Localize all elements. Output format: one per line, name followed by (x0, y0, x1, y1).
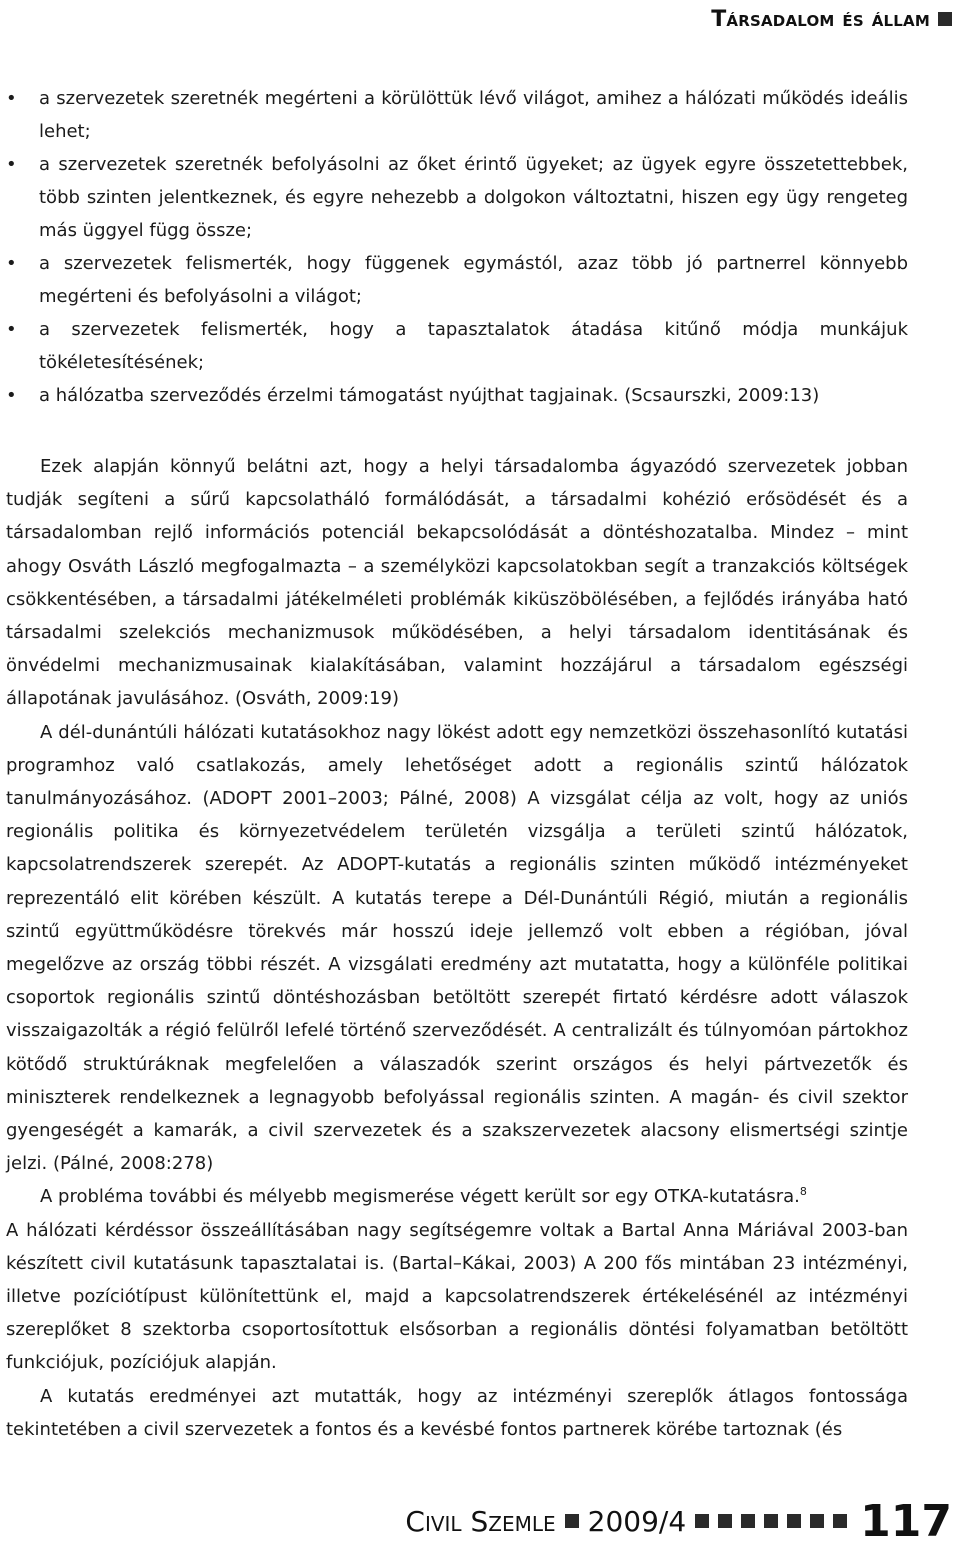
paragraph: A dél-dunántúli hálózati kutatásokhoz nagy lökést adott egy nemzetközi összehasonlító kutatási programhoz való csatlakozás, amely lehetőséget adott a regionális szintű hálózatok tanulmányozásához. (ADOPT 2001–2003; Pálné, 2008) A vizsgálat célja az volt, hogy az uniós regionális politika és környezetvédelem területén vizsgálja a területi szintű hálózatok, kapcsolatrendszerek szerepét. Az ADOPT-kutatás a regionális szinten működő intézményeket reprezentáló elit körében készült. A kutatás terepe a Dél-Dunántúli Régió, miután a regionális szintű együttműködésre törekvés már hosszú ideje jellemző volt ebben a régióban, jóval megelőzve az ország többi részét. A vizsgálati eredmény azt mutatatta, hogy a különféle politikai csoportok regionális szintű döntéshozásban betöltött szerepét firtató kérdésre adott válaszok visszaigazolták a régió felülről lefelé történő szerveződését. A centralizált és túlnyomóan pártokhoz kötődő struktúráknak megfelelően a válaszadók szerint országos és helyi pártvezetők és miniszterek rendelkeznek a legnagyobb befolyással regionális szinten. A magán- és civil szektor gyengeségét a kamarák, a civil szervezetek és a szakszervezetek alacsony elismertségi szintje jelzi. (Pálné, 2008:278) (6, 721, 908, 1175)
footnote-marker: 8 (799, 1185, 807, 1199)
paragraph (6, 1180, 908, 1213)
journal-name: Civil Szemle (405, 1504, 556, 1538)
square-bullet-icon (938, 12, 952, 26)
paragraph: A hálózati kérdéssor összeállításában nagy segítségemre voltak a Bartal Anna Máriával 2003-ban készített civil kutatásunk tapasztalatai is. (Bartal–Kákai, 2003) A 200 fős mintában 23 intézményi, illetve pozíciótípust különítettünk el, majd a kapcsolatrendszerek értékelésénél az intézményi szereplőket 8 szektorba csoportosítottuk elsősorban a regionális döntési folyamatban betöltött funkciójuk, pozíciójuk alapján. (6, 1219, 908, 1374)
square-bullet-icon (718, 1514, 732, 1528)
page-number: 117 (860, 1495, 952, 1547)
running-header (711, 4, 952, 34)
page-footer (400, 1495, 952, 1547)
square-bullet-icon (741, 1514, 755, 1528)
paragraph-text: A probléma további és mélyebb megismerése végett került sor egy OTKA-kutatásra. (40, 1186, 800, 1208)
paragraph: A kutatás eredményei azt mutatták, hogy az intézményi szereplők átlagos fontossága tekintetében a civil szervezetek a fontos és a kevésbé fontos partnerek körébe tartoznak (és (6, 1385, 908, 1440)
square-bullet-icon (810, 1514, 824, 1528)
square-bullet-icon (787, 1514, 801, 1528)
issue-number: 2009/4 (587, 1504, 687, 1538)
square-bullet-icon (833, 1514, 847, 1528)
paragraph: Ezek alapján könnyű belátni azt, hogy a helyi társadalomba ágyazódó szervezetek jobban tudják segíteni a sűrű kapcsolatháló formálódását, a társadalmi kohézió erősödését és a társadalomban rejlő információs potenciál bekapcsolódását a döntéshozatalba. Mindez – mint ahogy Osváth László megfogalmazta – a személyközi kapcsolatokban segít a tranzakciós költségek csökkentésében, a társadalmi játékelméleti problémák kiküszöbölésében, a fejlődés irányába ható társadalmi szelekciós mechanizmusok működésében, a helyi társadalom identitásának és önvédelmi mechanizmusainak kialakításában, valamint hozzájárul a társadalom egészségi állapotának javulásához. (Osváth, 2009:19) (6, 456, 908, 710)
page-body (6, 82, 908, 1446)
square-bullet-icon (695, 1514, 709, 1528)
bullet-list (6, 82, 908, 412)
list-item: • a hálózatba szerveződés érzelmi támogatást nyújthat tagjainak. (Scsaurszki, 2009:13) (6, 379, 908, 412)
section-title: Társadalom és állam (711, 6, 930, 32)
square-bullet-icon (565, 1514, 579, 1528)
list-item: • a szervezetek felismerték, hogy a tapasztalatok átadása kitűnő módja munkájuk tökéletesítésének; (6, 313, 908, 379)
list-item: • a szervezetek szeretnék megérteni a körülöttük lévő világot, amihez a hálózati működés ideális lehet; (6, 82, 908, 148)
square-bullet-icon (764, 1514, 778, 1528)
list-item: • a szervezetek szeretnék befolyásolni az őket érintő ügyeket; az ügyek egyre összetettebbek, több szinten jelentkeznek, és egyre nehezebb a dolgokon változtatni, hiszen egy ügy rengeteg más üggyel függ össze; (6, 148, 908, 247)
list-item: • a szervezetek felismerték, hogy függenek egymástól, azaz több jó partnerrel könnyebb megérteni és befolyásolni a világot; (6, 247, 908, 313)
